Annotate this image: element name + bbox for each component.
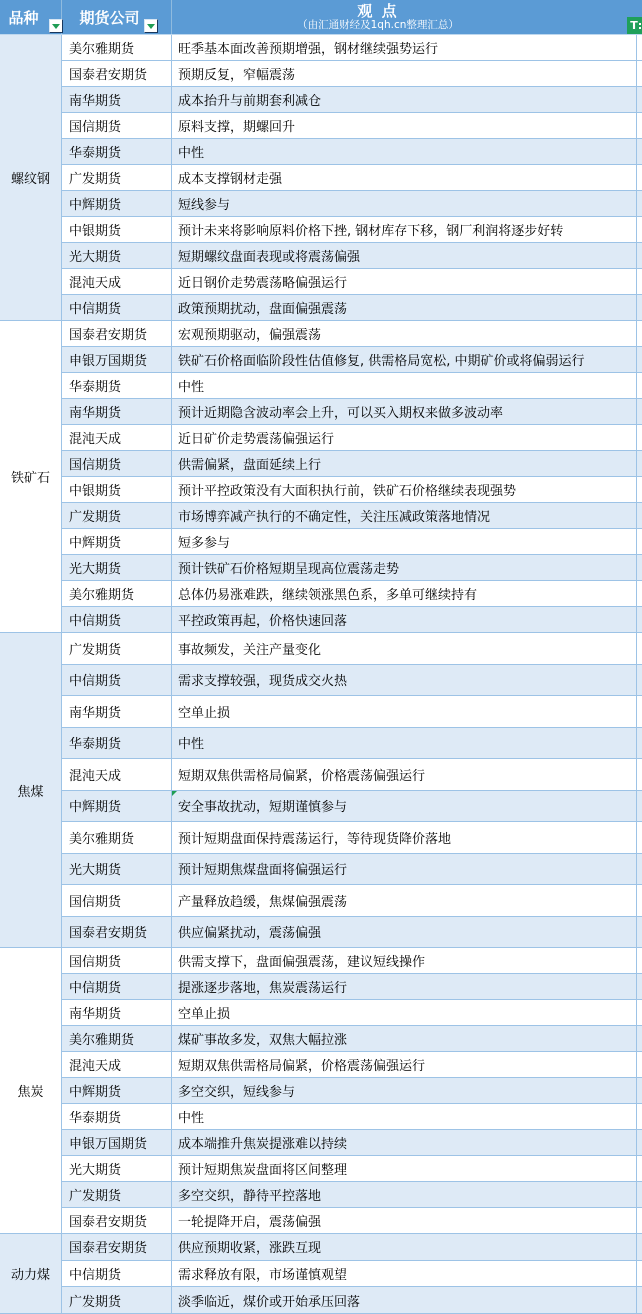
view-cell[interactable]: 预计铁矿石价格短期呈现高位震荡走势 xyxy=(178,562,400,577)
view-cell[interactable]: 平控政策再起，价格快速回落 xyxy=(178,614,348,629)
company-cell[interactable]: 光大期货 xyxy=(62,854,172,885)
table-row xyxy=(62,1000,642,1026)
table-row xyxy=(62,665,642,697)
company-cell[interactable]: 美尔雅期货 xyxy=(62,1026,172,1051)
company-cell[interactable]: 中信期货 xyxy=(62,607,172,632)
table-row xyxy=(62,1208,642,1234)
view-cell[interactable]: 预计短期焦炭盘面将区间整理 xyxy=(178,1163,348,1178)
table-row xyxy=(62,425,642,451)
company-cell[interactable]: 广发期货 xyxy=(62,165,172,190)
table-row xyxy=(62,399,642,425)
company-cell[interactable]: 国泰君安期货 xyxy=(62,1208,172,1233)
table-row xyxy=(62,529,642,555)
view-cell[interactable]: 短多参与 xyxy=(178,536,231,551)
view-cell[interactable]: 政策预期扰动，盘面偏强震荡 xyxy=(178,302,348,317)
company-cell[interactable]: 广发期货 xyxy=(62,1182,172,1207)
view-cell[interactable]: 宏观预期驱动，偏强震荡 xyxy=(178,328,322,343)
company-cell[interactable]: 中信期货 xyxy=(62,295,172,320)
view-cell[interactable]: 预计未来将影响原料价格下挫, 钢材库存下移，钢厂利润将逐步好转 xyxy=(178,224,564,239)
table-row xyxy=(62,217,642,243)
variety-cell[interactable] xyxy=(0,321,62,633)
view-cell[interactable]: 短期双焦供需格局偏紧，价格震荡偏强运行 xyxy=(178,1059,426,1074)
table-row xyxy=(62,503,642,529)
view-cell[interactable]: 短线参与 xyxy=(178,198,231,213)
view-cell[interactable]: 空单止损 xyxy=(178,705,231,721)
view-header-label: 观 点 xyxy=(357,1,399,20)
view-cell[interactable]: 近日矿价走势震荡偏强运行 xyxy=(178,432,335,447)
view-cell[interactable]: 市场博弈减产执行的不确定性，关注压减政策落地情况 xyxy=(178,510,491,525)
view-cell[interactable]: 短期螺纹盘面表现或将震荡偏强 xyxy=(178,250,361,265)
variety-header-label: 品种 xyxy=(8,8,39,27)
company-cell[interactable]: 中辉期货 xyxy=(62,1078,172,1103)
variety-label: 铁矿石 xyxy=(10,471,50,486)
table-row xyxy=(62,139,642,165)
company-cell[interactable]: 混沌天成 xyxy=(62,1052,172,1077)
table-row xyxy=(62,373,642,399)
company-cell[interactable]: 华泰期货 xyxy=(62,728,172,759)
company-cell[interactable]: 南华期货 xyxy=(62,87,172,112)
table-row xyxy=(62,948,642,974)
table-row xyxy=(62,555,642,581)
table-row xyxy=(62,696,642,728)
table-row xyxy=(62,917,642,949)
company-cell[interactable]: 国信期货 xyxy=(62,885,172,916)
view-cell[interactable]: 事故频发，关注产量变化 xyxy=(178,642,322,658)
table-row xyxy=(62,1287,642,1314)
view-cell[interactable]: 中性 xyxy=(178,380,205,395)
company-cell[interactable]: 中辉期货 xyxy=(62,191,172,216)
view-header-subtitle: （由汇通财经及1qh.cn整理汇总） xyxy=(297,18,459,31)
company-cell[interactable]: 国信期货 xyxy=(62,451,172,476)
table-section xyxy=(0,35,642,321)
view-cell[interactable]: 近日钢价走势震荡略偏强运行 xyxy=(178,276,348,291)
company-cell[interactable]: 广发期货 xyxy=(62,1287,172,1313)
table-row xyxy=(62,633,642,665)
company-cell[interactable]: 南华期货 xyxy=(62,696,172,727)
company-cell[interactable]: 申银万国期货 xyxy=(62,1130,172,1155)
view-cell[interactable]: 成本端推升焦炭提涨难以持续 xyxy=(178,1137,348,1152)
view-cell[interactable]: 供需支撑下，盘面偏强震荡，建议短线操作 xyxy=(178,955,426,970)
view-cell[interactable]: 成本支撑钢材走强 xyxy=(178,172,283,187)
cell-flag-icon xyxy=(172,791,177,796)
variety-cell[interactable] xyxy=(0,35,62,321)
variety-label: 螺纹钢 xyxy=(10,172,50,187)
table-row xyxy=(62,1234,642,1261)
table-row xyxy=(62,974,642,1000)
table-row xyxy=(62,295,642,321)
company-cell[interactable]: 美尔雅期货 xyxy=(62,35,172,60)
company-cell[interactable]: 混沌天成 xyxy=(62,425,172,450)
view-cell[interactable]: 预计近期隐含波动率会上升，可以买入期权来做多波动率 xyxy=(178,406,504,421)
view-cell[interactable]: 预计短期焦煤盘面将偏强运行 xyxy=(178,863,348,879)
header-variety-cell xyxy=(0,0,62,34)
table-row xyxy=(62,269,642,295)
section-rows xyxy=(62,35,642,321)
view-cell[interactable]: 供需偏紧，盘面延续上行 xyxy=(178,458,322,473)
view-cell[interactable]: 原料支撑，期螺回升 xyxy=(178,120,296,135)
table-row xyxy=(62,854,642,886)
view-cell[interactable]: 预期反复，窄幅震荡 xyxy=(178,68,296,83)
table-row xyxy=(62,1026,642,1052)
company-cell[interactable]: 国信期货 xyxy=(62,113,172,138)
view-cell[interactable]: 中性 xyxy=(178,146,205,161)
company-header-label: 期货公司 xyxy=(79,8,140,27)
view-cell[interactable]: 预计短期盘面保持震荡运行，等待现货降价落地 xyxy=(178,831,452,847)
variety-filter-dropdown-icon[interactable] xyxy=(49,19,63,33)
table-row xyxy=(62,1104,642,1130)
view-cell[interactable]: 安全事故扰动，短期谨慎参与 xyxy=(172,791,642,822)
table-row xyxy=(62,759,642,791)
header-view-cell xyxy=(172,0,642,34)
company-cell[interactable]: 国泰君安期货 xyxy=(62,61,172,86)
company-cell[interactable]: 南华期货 xyxy=(62,399,172,424)
table-row xyxy=(62,1052,642,1078)
company-cell[interactable]: 中银期货 xyxy=(62,477,172,502)
table-row xyxy=(62,477,642,503)
company-cell[interactable]: 南华期货 xyxy=(62,1000,172,1025)
table-row xyxy=(62,165,642,191)
company-cell[interactable]: 光大期货 xyxy=(62,1156,172,1181)
company-cell[interactable]: 美尔雅期货 xyxy=(62,822,172,853)
company-cell[interactable]: 光大期货 xyxy=(62,555,172,580)
table-section xyxy=(0,633,642,948)
view-cell[interactable]: 中性 xyxy=(178,1111,205,1126)
table-section xyxy=(0,948,642,1234)
company-cell[interactable]: 美尔雅期货 xyxy=(62,581,172,606)
table-row xyxy=(62,581,642,607)
table-row xyxy=(62,113,642,139)
company-cell[interactable]: 中信期货 xyxy=(62,1261,172,1287)
table-section xyxy=(0,321,642,633)
view-cell[interactable]: 成本抬升与前期套利减仓 xyxy=(178,94,322,109)
company-cell[interactable]: 中辉期货 xyxy=(62,791,172,822)
table-row xyxy=(62,451,642,477)
view-cell[interactable]: 需求支撑较强，现货成交火热 xyxy=(178,674,348,690)
view-cell[interactable]: 供应偏紧扰动，震荡偏强 xyxy=(178,926,322,942)
company-cell[interactable]: 华泰期货 xyxy=(62,139,172,164)
section-rows xyxy=(62,633,642,948)
chevron-down-icon xyxy=(147,24,155,29)
company-cell[interactable]: 申银万国期货 xyxy=(62,347,172,372)
variety-cell[interactable] xyxy=(0,1234,62,1314)
section-rows xyxy=(62,321,642,633)
company-cell[interactable]: 国泰君安期货 xyxy=(62,1234,172,1260)
chevron-down-icon xyxy=(52,24,60,29)
table-row xyxy=(62,1130,642,1156)
view-cell[interactable]: 旺季基本面改善预期增强，钢材继续强势运行 xyxy=(178,42,439,57)
company-cell[interactable]: 广发期货 xyxy=(62,503,172,528)
company-cell[interactable]: 混沌天成 xyxy=(62,269,172,294)
company-cell[interactable]: 国信期货 xyxy=(62,948,172,973)
company-cell[interactable]: 光大期货 xyxy=(62,243,172,268)
header-company-cell xyxy=(62,0,172,34)
view-cell[interactable]: 一轮提降开启，震荡偏强 xyxy=(178,1215,322,1230)
view-cell[interactable]: 需求释放有限，市场谨慎观望 xyxy=(178,1267,348,1283)
company-cell[interactable]: 华泰期货 xyxy=(62,373,172,398)
table-header xyxy=(0,0,642,35)
view-cell[interactable]: 空单止损 xyxy=(178,1007,231,1022)
company-cell[interactable]: 中信期货 xyxy=(62,974,172,999)
company-cell[interactable]: 中辉期货 xyxy=(62,529,172,554)
filter-dots xyxy=(639,23,641,29)
company-cell[interactable]: 广发期货 xyxy=(62,633,172,664)
company-cell[interactable]: 国泰君安期货 xyxy=(62,321,172,346)
table-row xyxy=(62,728,642,760)
table-body xyxy=(0,35,642,1314)
variety-cell[interactable] xyxy=(0,633,62,948)
view-cell[interactable]: 淡季临近，煤价或开始承压回落 xyxy=(178,1294,361,1310)
company-filter-dropdown-icon[interactable] xyxy=(144,19,158,33)
table-row xyxy=(62,607,642,633)
view-cell[interactable]: 产量释放趋缓，焦煤偏强震荡 xyxy=(178,894,348,910)
variety-label: 焦煤 xyxy=(17,784,44,800)
variety-label: 动力煤 xyxy=(10,1267,50,1283)
table-row xyxy=(62,321,642,347)
view-cell[interactable]: 煤矿事故多发，双焦大幅拉涨 xyxy=(178,1033,348,1048)
company-cell[interactable]: 中银期货 xyxy=(62,217,172,242)
table-row xyxy=(62,347,642,373)
variety-label: 焦炭 xyxy=(17,1085,44,1100)
table-section xyxy=(0,1234,642,1314)
table-row xyxy=(62,61,642,87)
view-cell[interactable]: 中性 xyxy=(178,737,205,753)
company-cell[interactable]: 国泰君安期货 xyxy=(62,917,172,948)
table-row xyxy=(62,87,642,113)
company-cell[interactable]: 中信期货 xyxy=(62,665,172,696)
table-row xyxy=(62,243,642,269)
table-row xyxy=(62,822,642,854)
table-row xyxy=(62,1078,642,1104)
view-cell[interactable]: 供应预期收紧，涨跌互现 xyxy=(178,1241,322,1257)
company-cell[interactable]: 华泰期货 xyxy=(62,1104,172,1129)
variety-cell[interactable] xyxy=(0,948,62,1234)
view-cell[interactable]: 铁矿石价格面临阶段性估值修复, 供需格局宽松, 中期矿价或将偏弱运行 xyxy=(178,354,585,369)
table-row xyxy=(62,885,642,917)
view-cell[interactable]: 多空交织，短线参与 xyxy=(178,1085,296,1100)
section-rows xyxy=(62,1234,642,1314)
view-cell[interactable]: 多空交织，静待平控落地 xyxy=(178,1189,322,1204)
table-row xyxy=(62,1182,642,1208)
section-rows xyxy=(62,948,642,1234)
table-row xyxy=(62,1261,642,1288)
table-row xyxy=(62,1156,642,1182)
view-cell[interactable]: 短期双焦供需格局偏紧，价格震荡偏强运行 xyxy=(178,768,426,784)
company-cell[interactable]: 混沌天成 xyxy=(62,759,172,790)
filter-letter: T xyxy=(630,19,638,32)
view-cell[interactable]: 预计平控政策没有大面积执行前，铁矿石价格继续表现强势 xyxy=(178,484,517,499)
view-cell[interactable]: 总体仍易涨难跌，继续领涨黑色系，多单可继续持有 xyxy=(178,588,478,603)
view-filter-active-icon[interactable] xyxy=(627,17,642,34)
table-row xyxy=(62,191,642,217)
table-row xyxy=(62,35,642,61)
table-row xyxy=(62,791,642,823)
view-cell[interactable]: 提涨逐步落地，焦炭震荡运行 xyxy=(178,981,348,996)
